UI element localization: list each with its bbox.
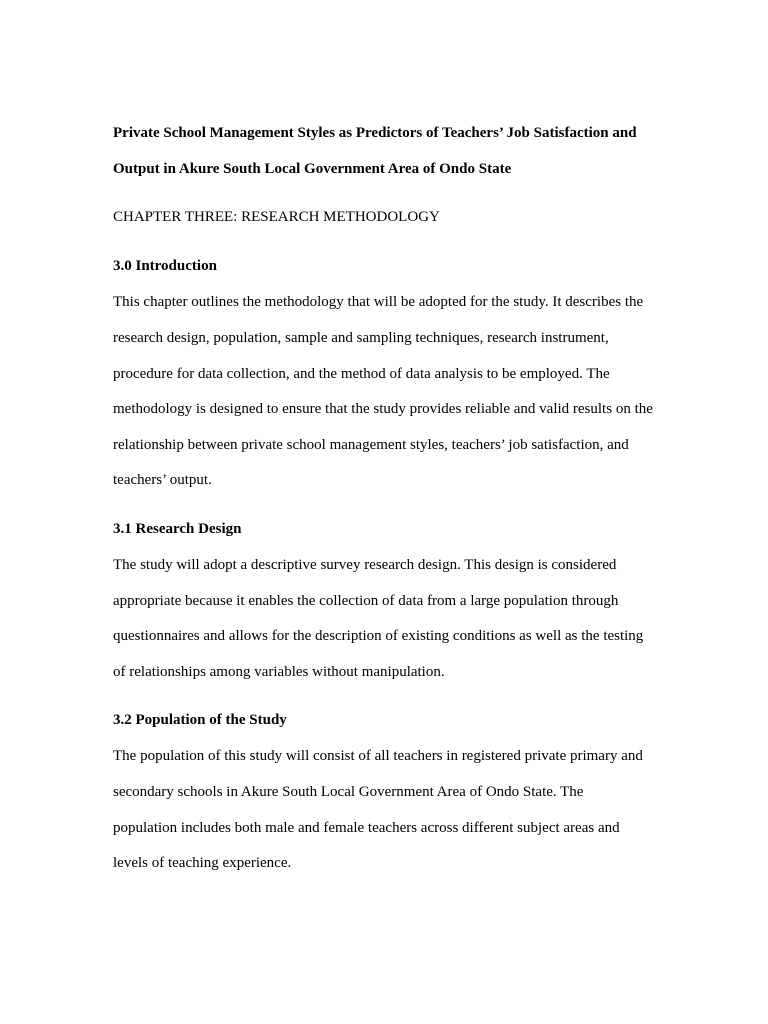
paragraph-line: of relationships among variables without manipulation. [113, 664, 445, 680]
paragraph-line: The population of this study will consist of all teachers in registered private primary and [113, 748, 643, 764]
document-title-line-2: Output in Akure South Local Government Area of Ondo State [113, 161, 512, 177]
section-heading-population: 3.2 Population of the Study [113, 712, 287, 728]
paragraph-line: population includes both male and female teachers across different subject areas and [113, 820, 620, 836]
paragraph-line: levels of teaching experience. [113, 855, 292, 871]
section-heading-research-design: 3.1 Research Design [113, 521, 242, 537]
paragraph-line: appropriate because it enables the collection of data from a large population through [113, 593, 619, 609]
paragraph-line: This chapter outlines the methodology that will be adopted for the study. It describes the [113, 294, 644, 310]
section-heading-introduction: 3.0 Introduction [113, 258, 217, 274]
paragraph-line: research design, population, sample and sampling techniques, research instrument, [113, 330, 609, 346]
paragraph-line: teachers’ output. [113, 472, 212, 488]
paragraph-line: The study will adopt a descriptive survey research design. This design is considered [113, 557, 617, 573]
document-title-line-1: Private School Management Styles as Predictors of Teachers’ Job Satisfaction and [113, 125, 637, 141]
paragraph-line: methodology is designed to ensure that the study provides reliable and valid results on the [113, 401, 653, 417]
paragraph-line: secondary schools in Akure South Local Government Area of Ondo State. The [113, 784, 584, 800]
paragraph-line: questionnaires and allows for the description of existing conditions as well as the testing [113, 628, 644, 644]
paragraph-line: procedure for data collection, and the method of data analysis to be employed. The [113, 366, 610, 382]
chapter-heading: CHAPTER THREE: RESEARCH METHODOLOGY [113, 209, 440, 225]
paragraph-line: relationship between private school management styles, teachers’ job satisfaction, and [113, 437, 629, 453]
